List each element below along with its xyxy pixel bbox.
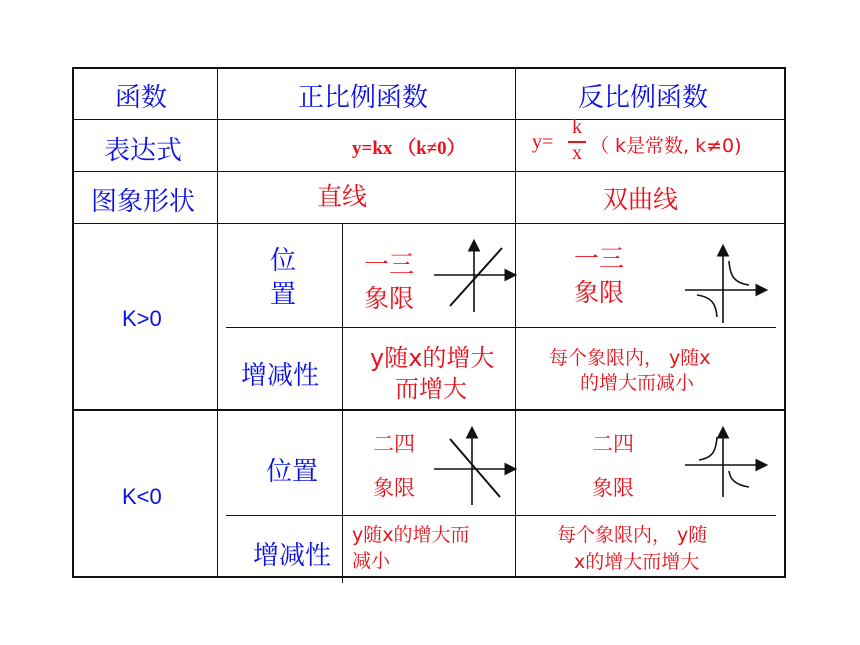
k-positive-inverse-graph [683,245,773,325]
k-positive-direct-mono-line2: 而增大 [395,375,467,403]
subrow-divider-pos [226,327,776,328]
k-negative-monotonic-label: 增减性 [253,541,332,571]
k-negative-direct-mono-line2: 减小 [352,550,391,572]
row-divider-2 [72,171,786,172]
border-right [784,67,786,578]
inner-divider-pos [342,223,343,409]
k-positive-direct-graph [432,240,522,320]
subrow-divider-neg [226,515,776,516]
border-left [72,67,74,578]
k-positive-inverse-mono-line1: 每个象限内， y随x [549,347,711,369]
k-negative-label: K<0 [122,484,162,509]
border-bottom [72,576,786,578]
direct-shape-line: 直线 [317,182,368,211]
k-negative-inverse-graph [683,427,773,507]
k-positive-inverse-mono-line2: 的增大而减小 [580,372,695,394]
k-positive-direct-position-line1: 一三 [364,250,415,279]
k-negative-direct-mono-line1: y随x的增大而 [352,524,470,546]
row-divider-4 [72,409,786,411]
border-top [72,67,786,69]
k-positive-direct-position-line2: 象限 [364,284,415,313]
inverse-expression-suffix: （ k是常数, k≠0) [590,135,742,157]
inverse-expression-prefix: y= [532,131,554,153]
k-negative-direct-graph [432,427,522,507]
inverse-expression-denominator: x [572,142,582,164]
header-function-label: 函数 [115,83,168,113]
k-negative-inverse-mono-line2: x的增大而增大 [574,551,700,573]
k-negative-direct-position-line1: 二四 [373,432,415,456]
k-positive-label: K>0 [122,306,162,331]
k-positive-monotonic-label: 增减性 [241,361,320,391]
inverse-shape-hyperbola: 双曲线 [603,185,679,214]
k-negative-inverse-mono-line1: 每个象限内， y随 [557,524,708,546]
col-divider-1 [217,67,218,578]
k-positive-inverse-position-line1: 一三 [574,244,625,273]
k-negative-direct-position-line2: 象限 [373,476,415,500]
inner-divider-neg [342,411,343,583]
k-positive-direct-mono-line1: y随x的增大 [370,344,495,372]
k-positive-inverse-position-line2: 象限 [574,278,625,307]
row-divider-3 [72,223,786,224]
header-direct-proportion: 正比例函数 [298,83,429,113]
k-negative-inverse-position-line1: 二四 [592,432,634,456]
k-negative-inverse-position-line2: 象限 [592,476,634,500]
k-negative-position-label: 位置 [266,457,319,487]
shape-label: 图象形状 [91,187,196,217]
header-inverse-proportion: 反比例函数 [578,83,709,113]
row-divider-1 [72,119,786,120]
inverse-expression-numerator: k [572,116,582,138]
k-positive-position-label: 位置 [270,246,297,310]
expression-label: 表达式 [104,136,183,166]
direct-expression: y=kx （k≠0） [352,138,466,159]
